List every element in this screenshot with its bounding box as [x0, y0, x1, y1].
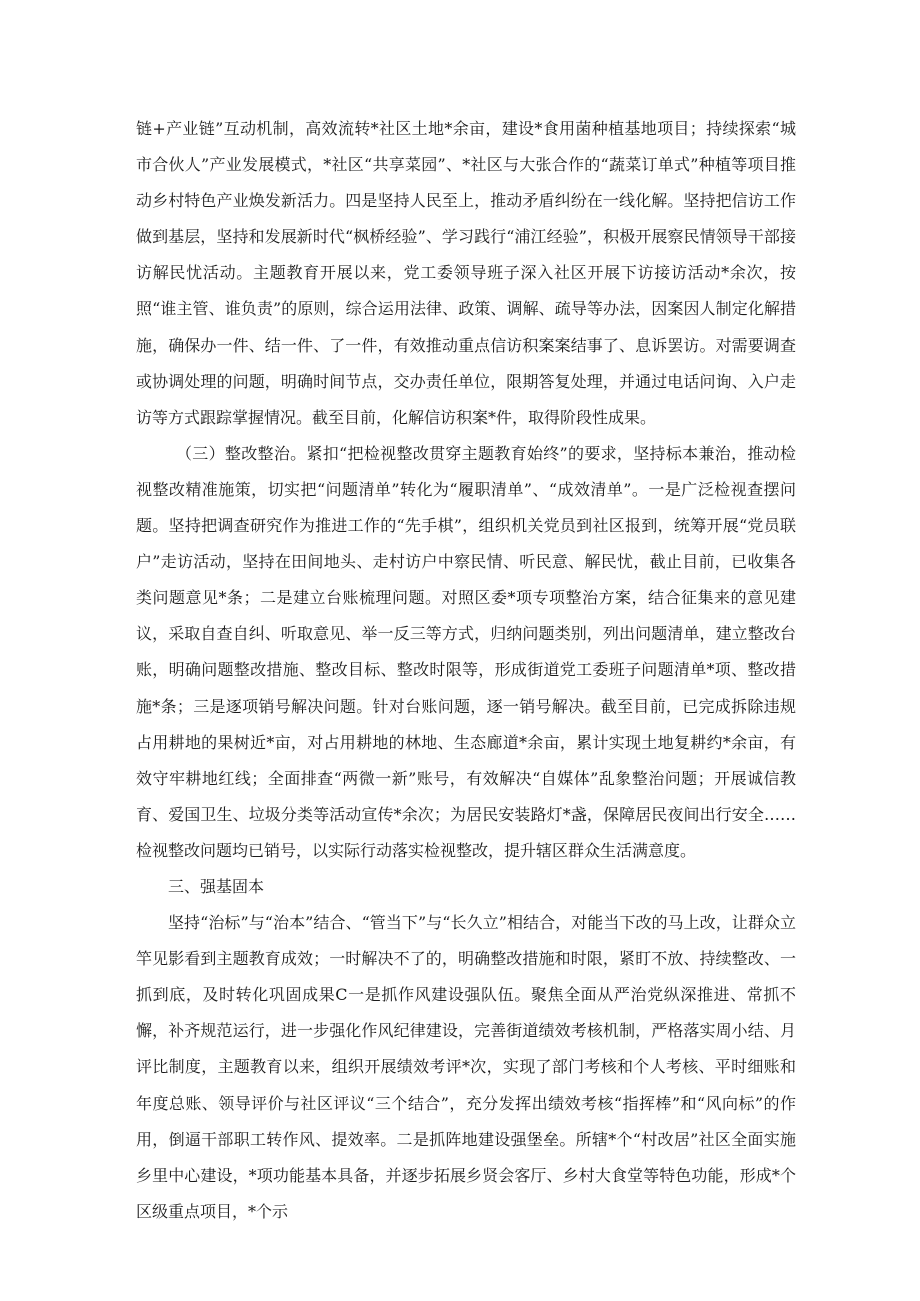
section-heading: 三、强基固本 [168, 876, 265, 896]
paragraph-industry-petition: 链+产业链”互动机制，高效流转*社区土地*余亩，建设*食用菌种植基地项目；持续探索“城市合伙人”产业发展模式，*社区“共享菜园”、*社区与大张合作的“蔬菜订单式”种植等项目推动乡村特色产业焕发新活力。四是坚持人民至上，推动矛盾纠纷在一线化解。坚持把信访工作做到基层，坚持和发展新时代“枫桥经验”、学习践行“浦江经验”，积极开展察民情领导干部接访解民忧活动。主题教育开展以来，党工委领导班子深入社区开展下访接访活动*余次，按照“谁主管、谁负责”的原则，综合运用法律、政策、调解、疏导等办法，因案因人制定化解措施，确保办一件、结一件、了一件，有效推动重点信访积案案结事了、息诉罢访。对需要调查或协调处理的问题，明确时间节点，交办责任单位，限期答复处理，并通过电话问询、入户走访等方式跟踪掌握情况。截至目前，化解信访积案*件，取得阶段性成果。 [136, 119, 796, 427]
paragraph-strengthen-foundation: 坚持“治标”与“治本”结合、“管当下”与“长久立”相结合，对能当下改的马上改，让群众立竿见影看到主题教育成效；一时解决不了的，明确整改措施和时限，紧盯不放、持续整改、一抓到底，及时转化巩固成果C一是抓作风建设强队伍。聚焦全面从严治党纵深推进、常抓不懈，补齐规范运行，进一步强化作风纪律建设，完善街道绩效考核机制，严格落实周小结、月评比制度，主题教育以来，组织开展绩效考评*次，实现了部门考核和个人考核、平时细账和年度总账、领导评价与社区评议“三个结合”，充分发挥出绩效考核“指挥棒”和“风向标”的作用，倒逼干部职工转作风、提效率。二是抓阵地建设强堡垒。所辖*个“村改居”社区全面实施乡里中心建设，*项功能基本具备，并逐步拓展乡贤会客厅、乡村大食堂等特色功能，形成*个区级重点项目，*个示 [136, 913, 796, 1221]
document-page [136, 111, 796, 1230]
paragraph-rectification: （三）整改整治。紧扣“把检视整改贯穿主题教育始终”的要求，坚持标本兼治，推动检视整改精准施策，切实把“问题清单”转化为“履职清单”、“成效清单”。一是广泛检视查摆问题。坚持把调查研究作为推进工作的“先手棋”，组织机关党员到社区报到，统筹开展“党员联户”走访活动，坚持在田间地头、走村访户中察民情、听民意、解民忧，截止目前，已收集各类问题意见*条；二是建立台账梳理问题。对照区委*项专项整治方案，结合征集来的意见建议，采取自查自纠、听取意见、举一反三等方式，归纳问题类别，列出问题清单，建立整改台账，明确问题整改措施、整改目标、整改时限等，形成街道党工委班子问题清单*项、整改措施*条；三是逐项销号解决问题。针对台账问题，逐一销号解决。截至目前，已完成拆除违规占用耕地的果树近*亩，对占用耕地的林地、生态廊道*余亩，累计实现土地复耕约*余亩，有效守牢耕地红线；全面排查“两微一新”账号，有效解决“自媒体”乱象整治问题；开展诚信教育、爱国卫生、垃圾分类等活动宣传*余次；为居民安装路灯*盏，保障居民夜间出行安全……检视整改问题均已销号，以实际行动落实检视整改，提升辖区群众生活满意度。 [136, 443, 796, 860]
